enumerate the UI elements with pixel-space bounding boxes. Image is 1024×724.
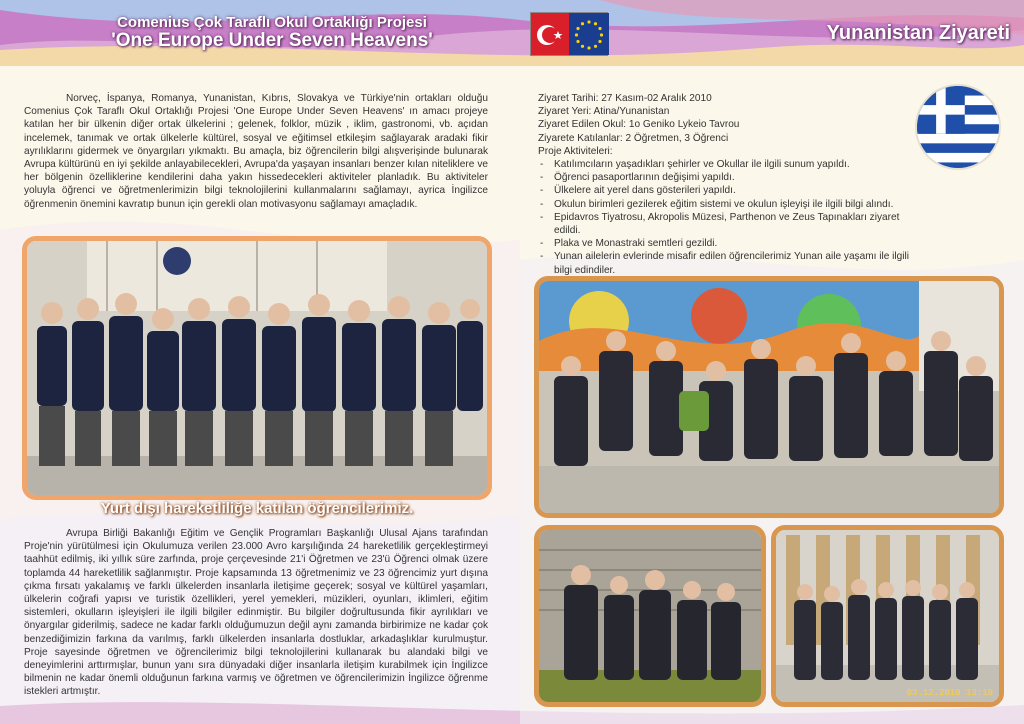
funding-paragraph: Avrupa Birliği Bakanlığı Eğitim ve Gençlik Programları Başkanlığı Ulusal Ajans tarafından Proje'nin yürütülmesi için Okulumuza verilen 23.000 Avro karşılığında 24 hareketlilik gerçekleştirmeyi taahhüt edilmiş, iki yıllık süre zarfında, proje çerçevesinde 21'i Öğretmen ve 23'ü Öğrenci olmak üzere toplamda 44 hareketlilik sağlanmıştır. Proje kapsamında 13 öğretmenimiz ve 23 öğrencimiz yurt dışına çıkma fırsatı yakalamış ve farklı ülkelerden insanlarla iletişime geçerek; sosyal ve kültürel yaşamları, ülkelerin coğrafi yapısı ve turistik özellikleri, yerel yemekleri, müzikleri, oyunları, iklimleri, eğitim sistemleri, okulların işleyişleri ile ilgili bilgiler edinmiştir. Bu bilgiler doğrultusunda fikir ayrılıkları ve önyargılar giderilmiş, sadece ne kadar farklı olduğumuzun değil aynı zamanda birbirimize ne kadar çok benzediğimizin farkına da varılmış, farklı ülkelerden insanlarla dostluklar, arkadaşlıklar kurulmuştur. Proje sayesinde öğretmen ve öğrencilerimiz bilgi teknolojilerini kullanarak bu alandaki bilgi ve deneyimlerini arttırmışlar, bunun yanı sıra dünyadaki diğer insanlarla iletişim kurabilmek için İngilizce bilmenin ne kadar önemli olduğunun farkına varmış ve öğretmen ve öğrencilerimizin İngilizce öğrenme istekleri artmıştır.	[24, 528, 488, 698]
list-item: - Plaka ve Monastraki semtleri gezildi.	[538, 237, 918, 250]
visit-participants: Ziyarete Katılanlar: 2 Öğretmen, 3 Öğrenci	[538, 132, 729, 144]
visit-date: Ziyaret Tarihi: 27 Kasım-02 Aralık 2010	[538, 93, 712, 104]
list-item: - Epidavros Tiyatrosu, Akropolis Müzesi, Parthenon ve Zeus Tapınakları ziyaret edildi.	[538, 211, 918, 237]
turkey-flag-icon	[531, 13, 569, 55]
header-title-line2: 'One Europe Under Seven Heavens'	[111, 30, 433, 51]
visit-details	[538, 92, 918, 277]
activities-title: Proje Aktiviteleri:	[538, 145, 613, 157]
student-group-photo	[22, 236, 492, 500]
section-title-greece-visit: Yunanistan Ziyareti	[826, 22, 1010, 44]
list-item: - Katılımcıların yaşadıkları şehirler ve Okullar ile ilgili sunum yapıldı.	[538, 158, 918, 171]
greece-group-photo	[534, 276, 1004, 518]
eu-flag-icon	[569, 13, 609, 55]
photo-date-stamp: 03.12.2010 13:19	[906, 688, 993, 698]
intro-paragraph: Norveç, İspanya, Romanya, Yunanistan, Kıbrıs, Slovakya ve Türkiye'nin ortakları olduğu Comenius Çok Taraflı Okul Ortaklığı Projesi 'One Europe Under Seven Heavens' ın amacı projeye katılan her bir ülkenin diğer ortak ülkelerini ; gelenek, folklor, müzik , iklim, gastronomi, vb. açıdan incelemek, tanımak ve ortak ülkelerle kültürel, sosyal ve eğitimsel etkileşim sağlayarak aradaki fikir ayrılıklarını gidermek ve önyargıları yıkmaktı. Bu amaçla, biz öğrencilerin bilgi alışverişinde bulunarak Avrupa kültürünü en iyi şekilde anlayabilecekleri, Avrupa'da yaşayan insanları benzer kılan niteliklere ve her bölgenin özelliklerine kendilerini daha yakın hissedecekleri aktiviteler planladık. Bu aktiviteler yoluyla öğrenci ve öğretmenlerimizin bilgi teknolojilerini kullanmalarını sağlamayı, ayrica İngilizce öğrenmenin önemini kavratıp bunun için gerekli olan motivasyonu sağlamayı amaçladık.	[24, 93, 488, 210]
theatre-visit-photo	[534, 525, 766, 707]
activities-list	[538, 158, 918, 277]
greece-flag-icon	[915, 84, 1001, 170]
visit-place: Ziyaret Yeri: Atina/Yunanistan	[538, 106, 670, 118]
list-item: - Öğrenci pasaportlarının değişimi yapıldı.	[538, 171, 918, 184]
photo-caption: Yurt dışı hareketliliğe katılan öğrencilerimiz.	[100, 500, 414, 517]
header-title-line1: Comenius Çok Taraflı Okul Ortaklığı Projesi	[117, 14, 427, 31]
visit-school: Ziyaret Edilen Okul: 1o Geniko Lykeio Tavrou	[538, 119, 740, 131]
parthenon-visit-photo	[771, 525, 1004, 707]
list-item: - Ülkelere ait yerel dans gösterileri yapıldı.	[538, 184, 918, 197]
list-item: - Yunan ailelerin evlerinde misafir edilen öğrencilerimiz Yunan aile yaşamı ile ilgili bilgi edindiler.	[538, 250, 918, 276]
list-item: - Okulun birimleri gezilerek eğitim sistemi ve okulun işleyişi ile ilgili bilgi alındı.	[538, 198, 918, 211]
turkey-eu-flags	[530, 12, 608, 56]
